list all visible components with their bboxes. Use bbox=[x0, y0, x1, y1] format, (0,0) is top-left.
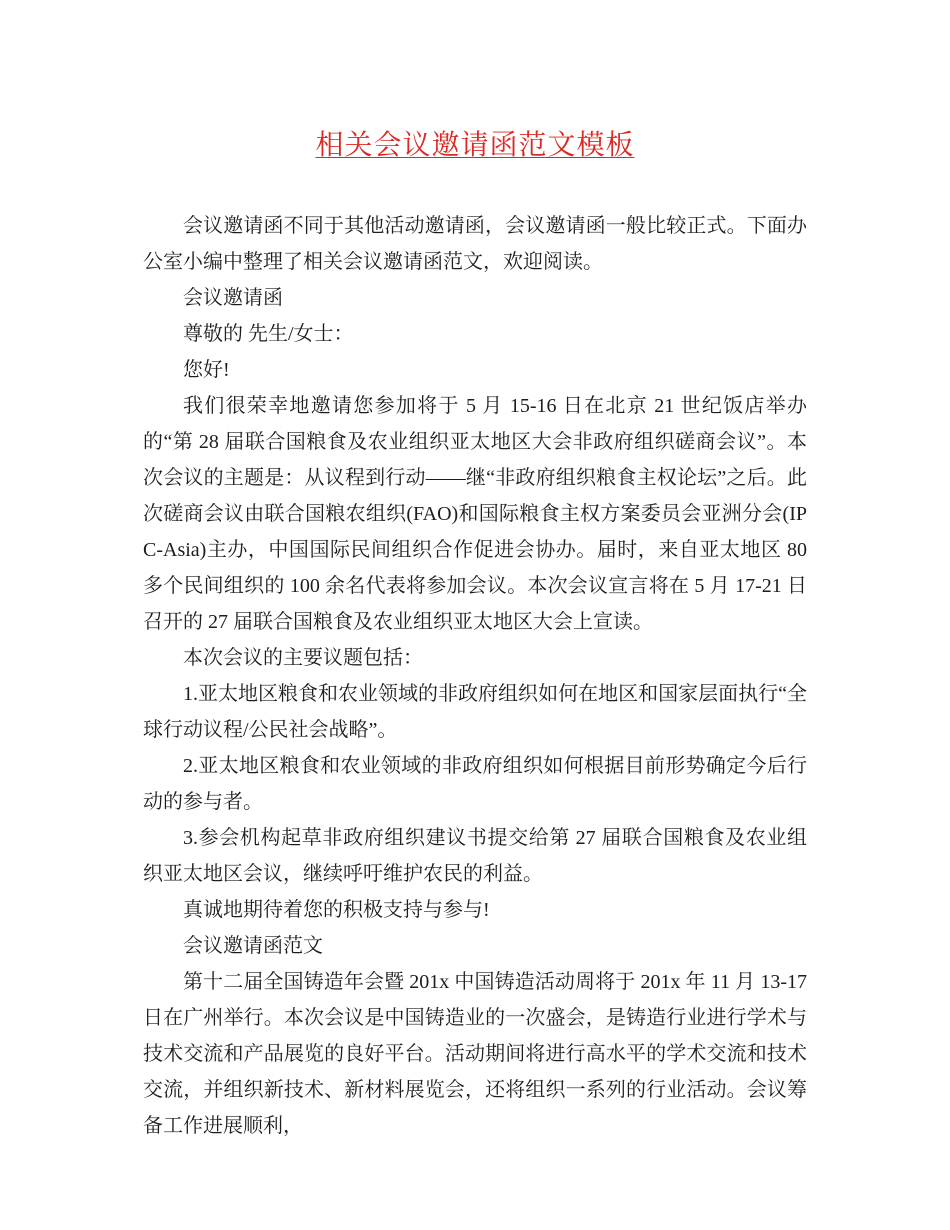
document-body bbox=[143, 208, 807, 1144]
paragraph-topic-3: 3.参会机构起草非政府组织建议书提交给第 27 届联合国粮食及农业组织亚太地区会议，继续呼吁维护农民的利益。 bbox=[143, 827, 807, 885]
paragraph-section-heading-1: 会议邀请函 bbox=[183, 287, 283, 309]
paragraph-greeting: 您好! bbox=[183, 359, 230, 381]
paragraph-invitation-details: 我们很荣幸地邀请您参加将于 5 月 15-16 日在北京 21 世纪饭店举办的“第 28 届联合国粮食及农业组织亚太地区大会非政府组织磋商会议”。本次会议的主题是：从议程到行动——继“非政府组织粮食主权论坛”之后。此次磋商会议由联合国粮农组织(FAO)和国际粮食主权方案委员会亚洲分会(IPC-Asia)主办，中国国际民间组织合作促进会协办。届时，来自亚太地区 80 多个民间组织的 100 余名代表将参加会议。本次会议宣言将在 5 月 17-21 日召开的 27 届联合国粮食及农业组织亚太地区大会上宣读。 bbox=[143, 395, 807, 633]
document-title: 相关会议邀请函范文模板 bbox=[315, 130, 635, 161]
paragraph-closing: 真诚地期待着您的积极支持与参与! bbox=[183, 899, 490, 921]
paragraph-section-heading-2: 会议邀请函范文 bbox=[183, 935, 323, 957]
paragraph-topic-1: 1.亚太地区粮食和农业领域的非政府组织如何在地区和国家层面执行“全球行动议程/公民社会战略”。 bbox=[143, 683, 807, 741]
paragraph-topics-heading: 本次会议的主要议题包括： bbox=[183, 647, 423, 669]
paragraph-intro: 会议邀请函不同于其他活动邀请函，会议邀请函一般比较正式。下面办公室小编中整理了相关会议邀请函范文，欢迎阅读。 bbox=[143, 215, 807, 273]
paragraph-second-letter: 第十二届全国铸造年会暨 201x 中国铸造活动周将于 201x 年 11 月 13-17 日在广州举行。本次会议是中国铸造业的一次盛会，是铸造行业进行学术与技术交流和产品展览的良好平台。活动期间将进行高水平的学术交流和技术交流，并组织新技术、新材料展览会，还将组织一系列的行业活动。会议筹备工作进展顺利， bbox=[143, 971, 807, 1137]
paragraph-topic-2: 2.亚太地区粮食和农业领域的非政府组织如何根据目前形势确定今后行动的参与者。 bbox=[143, 755, 807, 813]
paragraph-salutation: 尊敬的 先生/女士： bbox=[183, 323, 354, 345]
